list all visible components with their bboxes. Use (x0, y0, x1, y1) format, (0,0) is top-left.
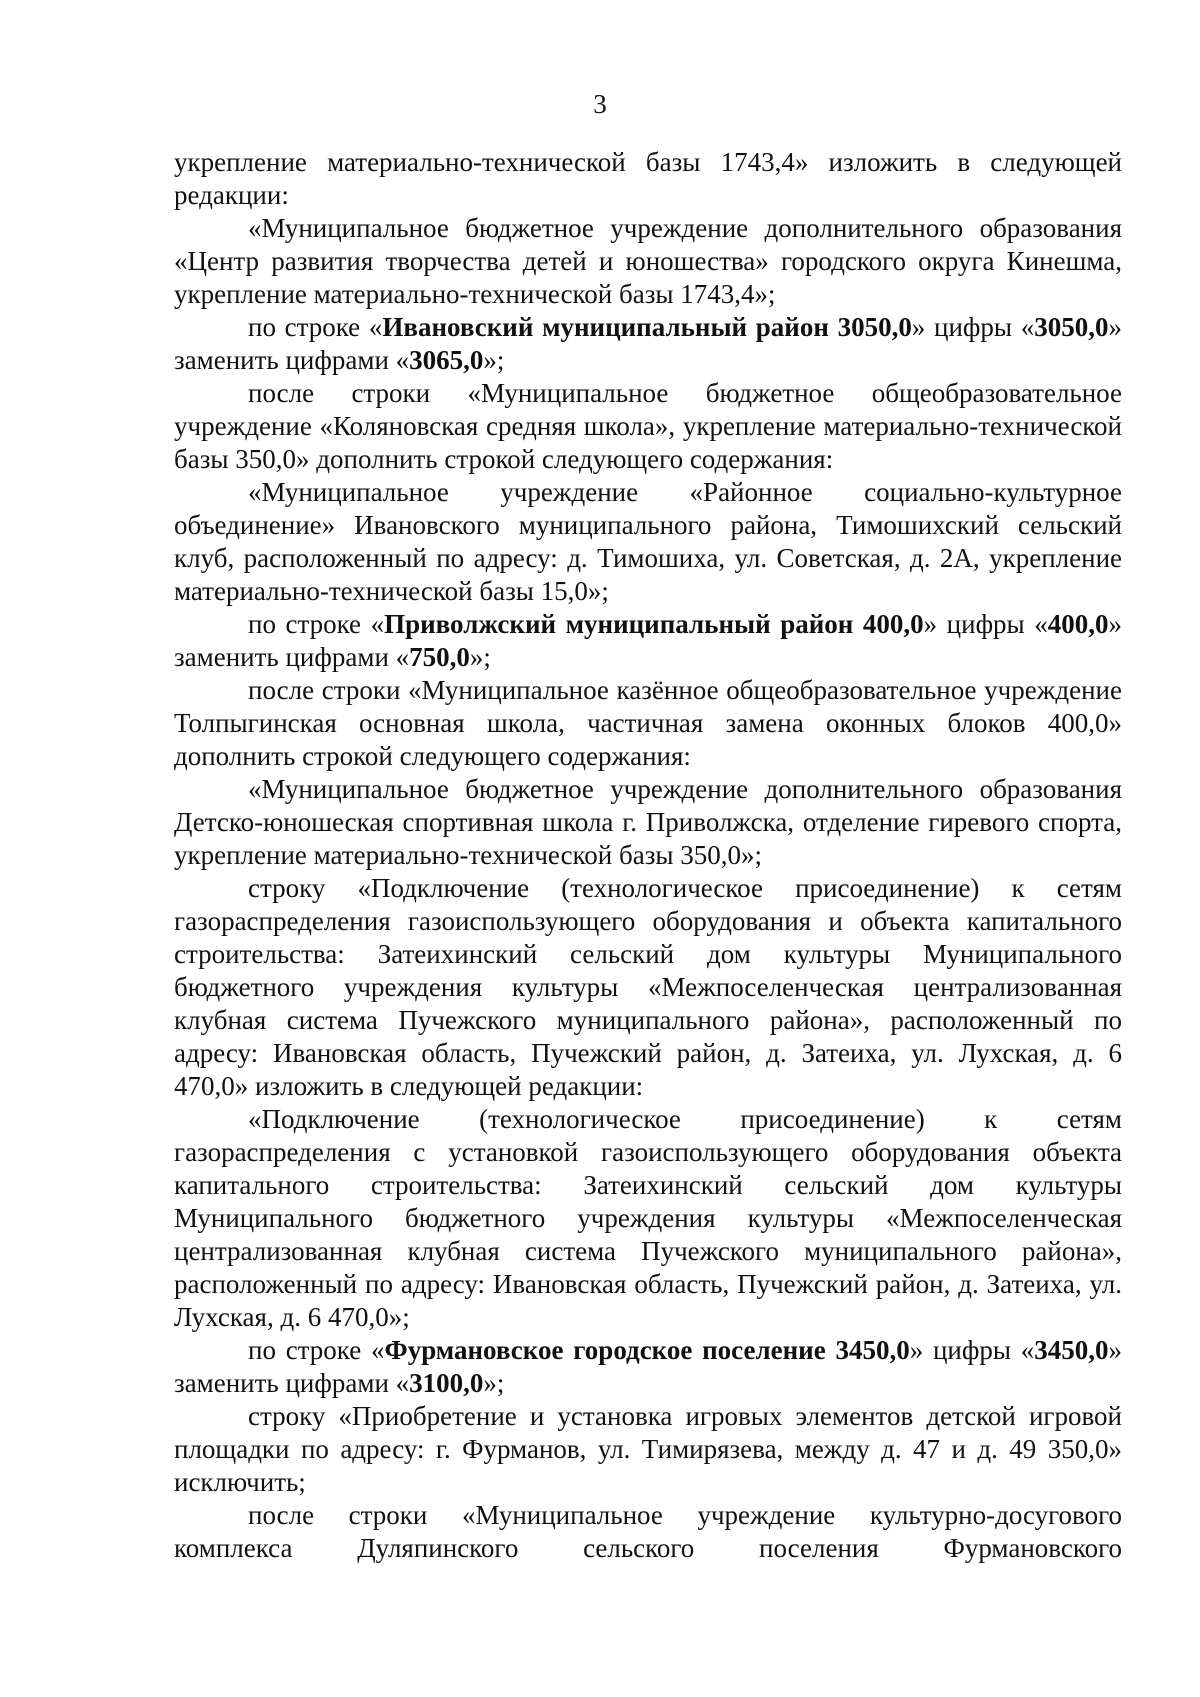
paragraph (174, 872, 1122, 1103)
paragraph (174, 773, 1122, 872)
text-fragment: » цифры « (923, 609, 1048, 639)
page-number: 3 (593, 89, 607, 119)
bold-fragment: 3100,0 (409, 1368, 484, 1398)
text-fragment: строку «Приобретение и установка игровых элементов детской игровой площадки по адресу: г. Фурманов, ул. Тимирязева, между д. 47 и д. 49 350,0» исключить; (174, 1401, 1122, 1497)
bold-fragment: Фурмановское городское поселение 3450,0 (384, 1335, 910, 1365)
text-fragment: » заменить цифрами « (174, 609, 1122, 672)
paragraph (174, 1400, 1122, 1499)
text-fragment: «Муниципальное бюджетное учреждение дополнительного образования «Центр развития творчества детей и юношества» городского округа Кинешма, укрепление материально-технической базы 1743,4»; (174, 213, 1122, 309)
text-fragment: » цифры « (911, 312, 1035, 342)
text-fragment: по строке « (248, 609, 385, 639)
paragraph (174, 674, 1122, 773)
text-fragment: »; (483, 345, 505, 375)
text-fragment: » заменить цифрами « (174, 1335, 1122, 1398)
text-fragment: строку «Подключение (технологическое присоединение) к сетям газораспределения газоиспользующего оборудования и объекта капитального строительства: Затеихинский сельский дом культуры Муниципального бюджетного учреждения культуры «Межпоселенческая централизованная клубная система Пучежского муниципального района», расположенный по адресу: Ивановская область, Пучежский район, д. Затеиха, ул. Лухская, д. 6 470,0» изложить в следующей редакции: (174, 873, 1122, 1101)
text-fragment: »; (469, 642, 491, 672)
bold-fragment: Ивановский муниципальный район 3050,0 (382, 312, 912, 342)
paragraph (174, 1103, 1122, 1334)
paragraph (174, 608, 1122, 674)
bold-fragment: 400,0 (1047, 609, 1109, 639)
paragraph (174, 377, 1122, 476)
text-fragment: «Подключение (технологическое присоединение) к сетям газораспределения с установкой газоиспользующего оборудования объекта капитального строительства: Затеихинский сельский дом культуры Муниципального бюджетного учреждения культуры «Межпоселенческая централизованная клубная система Пучежского муниципального района», расположенный по адресу: Ивановская область, Пучежский район, д. Затеиха, ул. Лухская, д. 6 470,0»; (174, 1104, 1122, 1332)
paragraph (174, 476, 1122, 608)
text-fragment: »; (483, 1368, 505, 1398)
text-fragment: укрепление материально-технической базы 1743,4» изложить в следующей редакции: (174, 147, 1122, 210)
text-fragment: по строке « (248, 312, 383, 342)
bold-fragment: 750,0 (409, 642, 470, 672)
text-fragment: «Муниципальное бюджетное учреждение дополнительного образования Детско-юношеская спортивная школа г. Приволжска, отделение гиревого спорта, укрепление материально-технической базы 350,0»; (174, 774, 1122, 870)
bold-fragment: 3065,0 (409, 345, 484, 375)
text-fragment: после строки «Муниципальное бюджетное общеобразовательное учреждение «Коляновская средняя школа», укрепление материально-технической базы 350,0» дополнить строкой следующего содержания: (174, 378, 1122, 474)
document-body (174, 146, 1122, 1565)
text-fragment: после строки «Муниципальное учреждение культурно-досугового комплекса Дуляпинского сельского поселения Фурмановского (174, 1500, 1122, 1563)
bold-fragment: 3050,0 (1034, 312, 1109, 342)
paragraph (174, 1499, 1122, 1565)
text-fragment: » цифры « (909, 1335, 1035, 1365)
paragraph (174, 1334, 1122, 1400)
paragraph (174, 212, 1122, 311)
text-fragment: после строки «Муниципальное казённое общеобразовательное учреждение Толпыгинская основная школа, частичная замена оконных блоков 400,0» дополнить строкой следующего содержания: (174, 675, 1122, 771)
text-fragment: » заменить цифрами « (174, 312, 1122, 375)
bold-fragment: Приволжский муниципальный район 400,0 (384, 609, 924, 639)
paragraph (174, 311, 1122, 377)
text-fragment: «Муниципальное учреждение «Районное социально-культурное объединение» Ивановского муниципального района, Тимошихский сельский клуб, расположенный по адресу: д. Тимошиха, ул. Советская, д. 2А, укрепление материально-технической базы 15,0»; (174, 477, 1122, 606)
text-fragment: по строке « (248, 1335, 385, 1365)
paragraph (174, 146, 1122, 212)
bold-fragment: 3450,0 (1034, 1335, 1109, 1365)
